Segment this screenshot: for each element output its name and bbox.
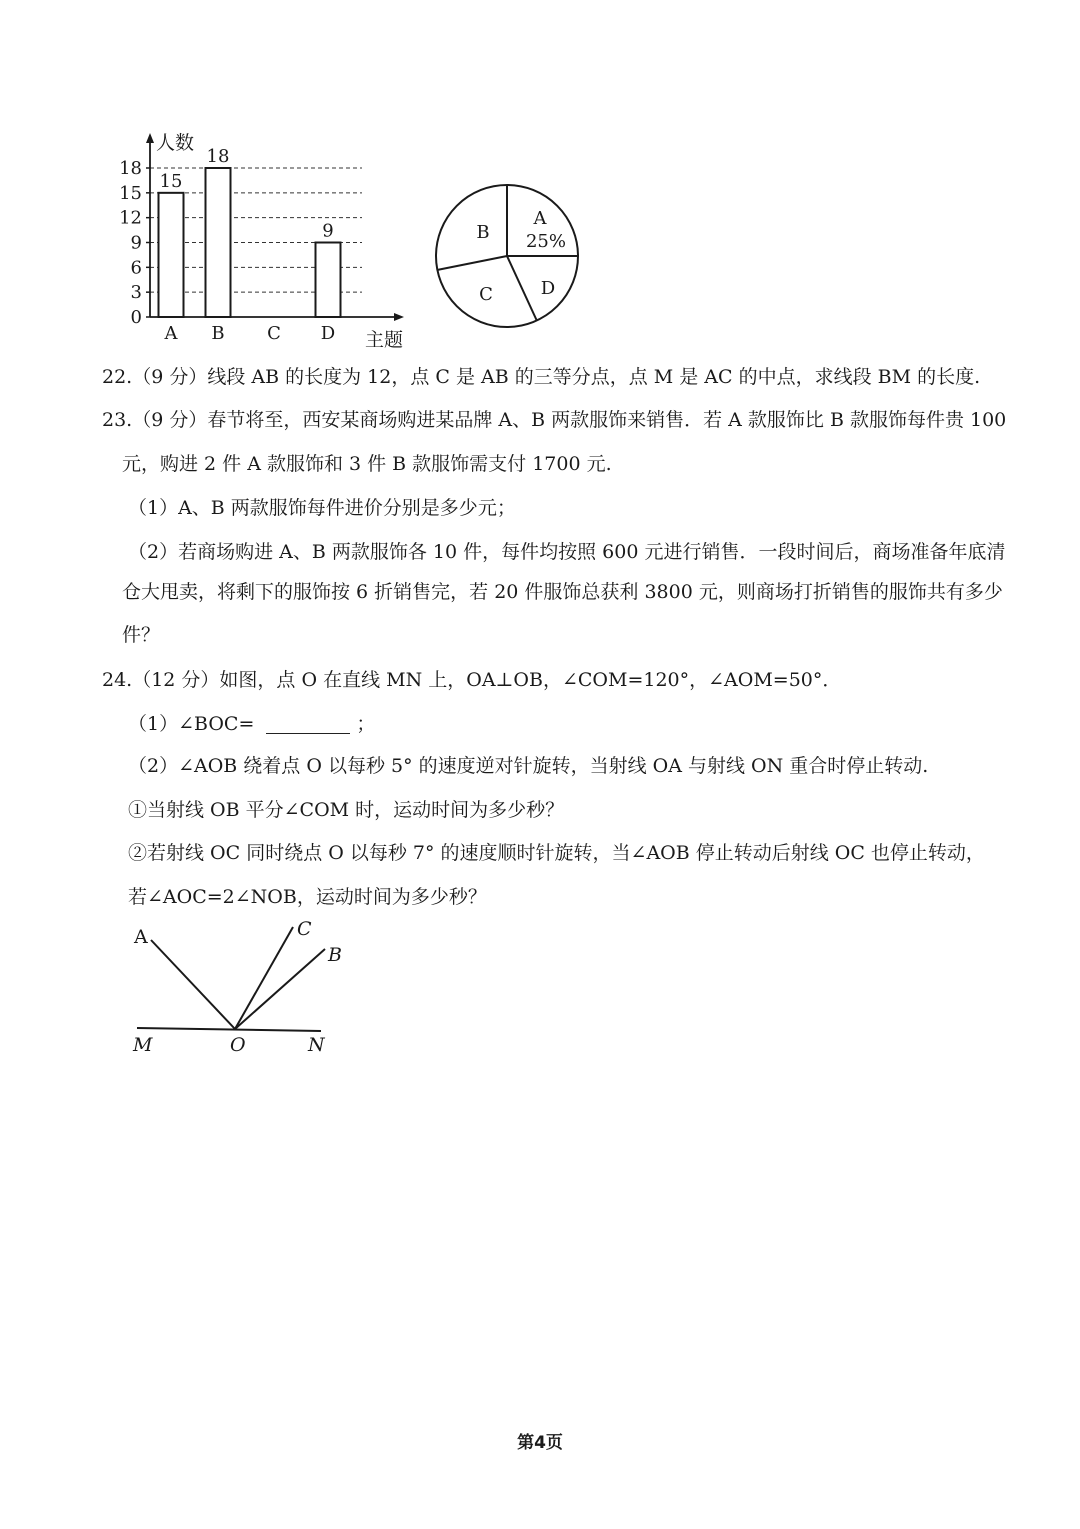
- question-24-part-1: [128, 711, 375, 737]
- data-label-a: 15: [159, 170, 183, 192]
- pie-label-a: A: [533, 208, 547, 229]
- pie-label-d: D: [540, 278, 556, 299]
- y-tick-label: 3: [130, 282, 142, 304]
- pie-label-c: C: [479, 284, 493, 305]
- ray-oc: [235, 927, 293, 1029]
- x-axis-label: 主题: [365, 329, 404, 351]
- question-23-line-2: 元，购进 2 件 A 款服饰和 3 件 B 款服饰需支付 1700 元.: [122, 453, 612, 475]
- x-tick-label-b: B: [211, 323, 225, 344]
- pie-slice-divider: [507, 256, 537, 321]
- question-22: 22.（9 分）线段 AB 的长度为 12，点 C 是 AB 的三等分点，点 M 是 AC 的中点，求线段 BM 的长度.: [102, 366, 981, 388]
- y-tick-label: 0: [130, 307, 142, 328]
- x-axis-arrow: [394, 313, 404, 321]
- pie-label-b: B: [476, 222, 490, 243]
- question-23-part-2-line-2: 仓大甩卖，将剩下的服饰按 6 折销售完，若 20 件服饰总获利 3800 元，则商场打折销售的服饰共有多少: [122, 581, 1003, 603]
- pie-label-a-percent: 25%: [525, 231, 567, 252]
- question-24-item-2-line-1: ②若射线 OC 同时绕点 O 以每秒 7° 的速度顺时针旋转，当∠AOB 停止转动后射线 OC 也停止转动，: [128, 842, 985, 864]
- x-tick-label-a: A: [164, 323, 178, 344]
- ray-ob: [235, 949, 325, 1029]
- y-tick-label: 12: [119, 207, 142, 229]
- y-tick-label: 18: [119, 158, 142, 179]
- y-axis-label: 人数: [156, 132, 195, 154]
- pie-chart: [430, 180, 586, 332]
- ray-oa: [151, 940, 235, 1029]
- point-c-label: C: [297, 918, 312, 940]
- question-24-part-1-prefix: （1）∠BOC=: [128, 713, 255, 735]
- answer-blank: [266, 715, 350, 734]
- y-tick-label: 6: [130, 257, 142, 279]
- x-tick-label-c: C: [267, 323, 281, 344]
- question-23-part-2-line-3: 件？: [122, 624, 161, 646]
- data-label-b: 18: [206, 146, 230, 167]
- y-tick-label: 9: [130, 232, 142, 254]
- point-m-label: M: [133, 1034, 153, 1056]
- point-n-label: N: [308, 1034, 325, 1056]
- line-mn: [137, 1028, 321, 1031]
- x-tick-label-d: D: [320, 323, 336, 344]
- bar-chart: [110, 125, 420, 355]
- question-24-part-1-suffix: ；: [356, 713, 376, 735]
- bar-b: [206, 168, 231, 317]
- pie-slice-divider: [437, 256, 507, 270]
- y-tick-label: 15: [119, 182, 142, 204]
- bar-a: [159, 193, 184, 317]
- question-24-item-1: ①当射线 OB 平分∠COM 时，运动时间为多少秒？: [128, 799, 565, 821]
- question-23-line-1: 23.（9 分）春节将至，西安某商场购进某品牌 A、B 两款服饰来销售．若 A 款服饰比 B 款服饰每件贵 100: [102, 409, 1007, 431]
- question-24-part-2: （2）∠AOB 绕着点 O 以每秒 5° 的速度逆对针旋转，当射线 OA 与射线 ON 重合时停止转动.: [128, 755, 929, 777]
- question-23-part-1: （1）A、B 两款服饰每件进价分别是多少元；: [128, 497, 516, 519]
- page-number: 第4页: [517, 1433, 563, 1453]
- y-axis-arrow: [146, 133, 154, 143]
- point-b-label: B: [328, 944, 342, 966]
- bar-d: [316, 243, 341, 318]
- question-24-item-2-line-2: 若∠AOC=2∠NOB，运动时间为多少秒？: [128, 886, 487, 908]
- data-label-d: 9: [322, 220, 334, 242]
- geometry-figure: [125, 915, 355, 1060]
- question-23-part-2-line-1: （2）若商场购进 A、B 两款服饰各 10 件，每件均按照 600 元进行销售．一段时间后，商场准备年底清: [128, 541, 1006, 563]
- question-24-line-1: 24.（12 分）如图，点 O 在直线 MN 上，OA⊥OB，∠COM=120°，∠AOM=50°．: [102, 669, 842, 691]
- point-a-label: A: [134, 926, 148, 948]
- point-o-label: O: [230, 1034, 246, 1056]
